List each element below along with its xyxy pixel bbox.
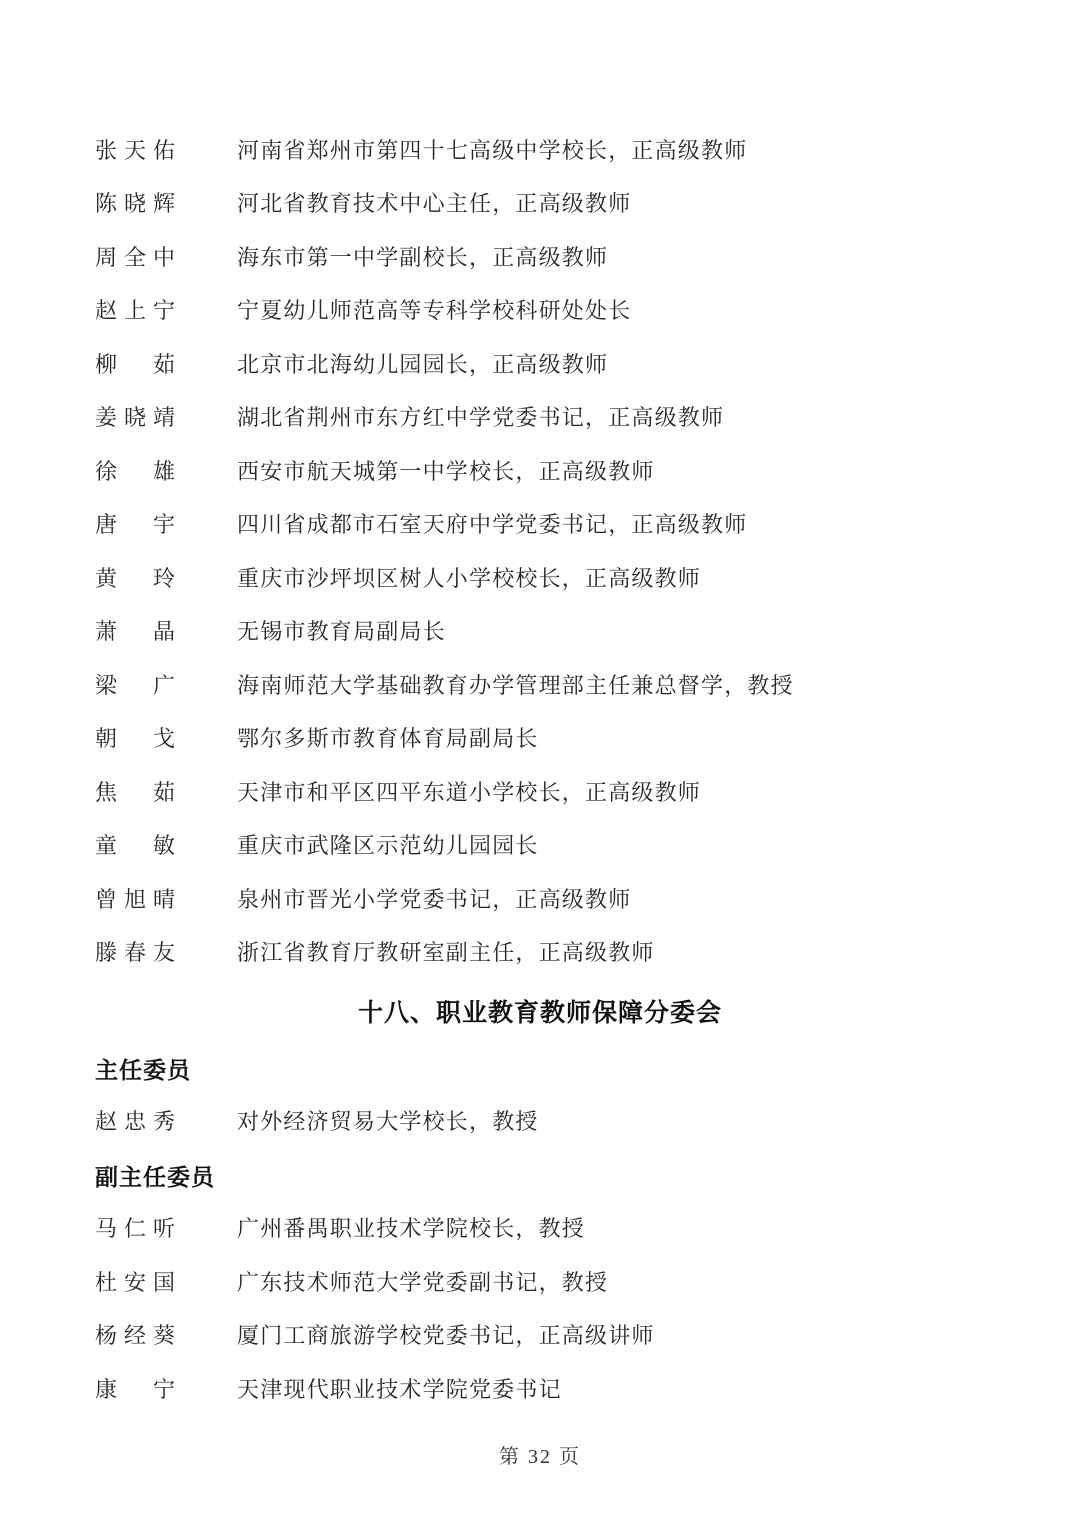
member-description: 宁夏幼儿师范高等专科学校科研处处长 bbox=[237, 298, 632, 324]
member-name: 赵忠秀 bbox=[95, 1109, 175, 1135]
member-name: 周全中 bbox=[95, 244, 175, 270]
member-description: 对外经济贸易大学校长，教授 bbox=[237, 1109, 539, 1135]
member-row bbox=[95, 1096, 985, 1150]
member-row bbox=[95, 124, 985, 178]
member-name: 康 宁 bbox=[95, 1376, 175, 1402]
member-description: 海南师范大学基础教育办学管理部主任兼总督学，教授 bbox=[237, 672, 794, 698]
member-name: 张天佑 bbox=[95, 137, 175, 163]
member-description: 河北省教育技术中心主任，正高级教师 bbox=[237, 191, 632, 217]
member-row bbox=[95, 1363, 985, 1417]
member-description: 海东市第一中学副校长，正高级教师 bbox=[237, 244, 609, 270]
member-row bbox=[95, 713, 985, 767]
chair-label: 主任委员 bbox=[95, 1057, 191, 1084]
member-row bbox=[95, 178, 985, 232]
member-description: 浙江省教育厅教研室副主任，正高级教师 bbox=[237, 940, 655, 966]
member-name: 马仁听 bbox=[95, 1216, 175, 1242]
member-name: 杨经葵 bbox=[95, 1323, 175, 1349]
member-row bbox=[95, 1203, 985, 1257]
member-name: 曾旭晴 bbox=[95, 886, 175, 912]
member-row bbox=[95, 606, 985, 660]
member-row bbox=[95, 231, 985, 285]
member-name: 赵上宁 bbox=[95, 298, 175, 324]
member-description: 泉州市晋光小学党委书记，正高级教师 bbox=[237, 886, 632, 912]
vice-chair-label: 副主任委员 bbox=[95, 1164, 215, 1191]
member-row bbox=[95, 820, 985, 874]
member-description: 北京市北海幼儿园园长，正高级教师 bbox=[237, 351, 609, 377]
member-description: 广州番禺职业技术学院校长，教授 bbox=[237, 1216, 586, 1242]
member-row bbox=[95, 285, 985, 339]
member-row bbox=[95, 1310, 985, 1364]
member-name: 朝 戈 bbox=[95, 726, 175, 752]
member-name: 童 敏 bbox=[95, 833, 175, 859]
member-description: 厦门工商旅游学校党委书记，正高级讲师 bbox=[237, 1323, 655, 1349]
member-description: 西安市航天城第一中学校长，正高级教师 bbox=[237, 458, 655, 484]
member-name: 焦 茹 bbox=[95, 779, 175, 805]
member-name: 杜安国 bbox=[95, 1269, 175, 1295]
page-number: 第 32 页 bbox=[499, 1446, 581, 1468]
member-description: 四川省成都市石室天府中学党委书记，正高级教师 bbox=[237, 512, 748, 538]
member-description: 重庆市武隆区示范幼儿园园长 bbox=[237, 833, 539, 859]
member-description: 湖北省荆州市东方红中学党委书记，正高级教师 bbox=[237, 405, 725, 431]
member-row bbox=[95, 766, 985, 820]
member-name: 黄 玲 bbox=[95, 565, 175, 591]
member-name: 梁 广 bbox=[95, 672, 175, 698]
member-description: 广东技术师范大学党委副书记，教授 bbox=[237, 1269, 609, 1295]
member-name: 滕春友 bbox=[95, 940, 175, 966]
member-description: 河南省郑州市第四十七高级中学校长，正高级教师 bbox=[237, 137, 748, 163]
member-description: 天津市和平区四平东道小学校长，正高级教师 bbox=[237, 779, 702, 805]
member-description: 鄂尔多斯市教育体育局副局长 bbox=[237, 726, 539, 752]
member-row bbox=[95, 552, 985, 606]
section-heading: 十八、职业教育教师保障分委会 bbox=[357, 999, 722, 1027]
member-description: 无锡市教育局副局长 bbox=[237, 619, 446, 645]
member-name: 柳 茹 bbox=[95, 351, 175, 377]
member-row bbox=[95, 873, 985, 927]
member-row bbox=[95, 659, 985, 713]
member-description: 天津现代职业技术学院党委书记 bbox=[237, 1376, 562, 1402]
member-row bbox=[95, 445, 985, 499]
member-row bbox=[95, 499, 985, 553]
member-description: 重庆市沙坪坝区树人小学校校长，正高级教师 bbox=[237, 565, 702, 591]
member-row bbox=[95, 392, 985, 446]
member-name: 徐 雄 bbox=[95, 458, 175, 484]
member-name: 唐 宇 bbox=[95, 512, 175, 538]
member-name: 萧 晶 bbox=[95, 619, 175, 645]
member-row bbox=[95, 927, 985, 981]
member-row bbox=[95, 338, 985, 392]
member-name: 陈晓辉 bbox=[95, 191, 175, 217]
member-name: 姜晓靖 bbox=[95, 405, 175, 431]
member-row bbox=[95, 1256, 985, 1310]
